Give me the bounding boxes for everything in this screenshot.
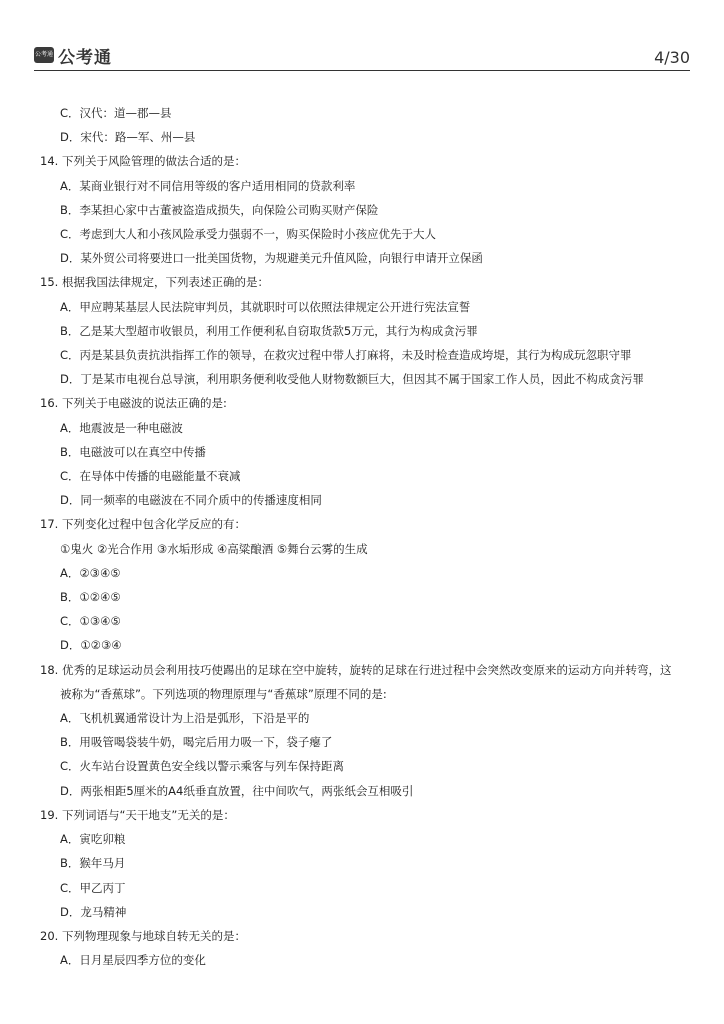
option-line: B．①②④⑤ (60, 590, 121, 605)
page-number: 4/30 (654, 48, 690, 67)
option-line: B．猴年马月 (60, 856, 126, 871)
option-line: ①鬼火 ②光合作用 ③水垢形成 ④高粱酿酒 ⑤舞台云雾的生成 (60, 541, 368, 556)
option-line: A．日月星辰四季方位的变化 (60, 953, 206, 968)
option-line: A．甲应聘某基层人民法院审判员，其就职时可以依照法律规定公开进行宪法宣誓 (60, 299, 471, 314)
logo-text: 公考通 (58, 47, 112, 68)
option-line: C．丙是某县负责抗洪指挥工作的领导，在救灾过程中带人打麻将，未及时检查造成垮堤，其行为构成玩忽职守罪 (60, 348, 632, 363)
option-line: C．考虑到大人和小孩风险承受力强弱不一，购买保险时小孩应优先于大人 (60, 227, 437, 242)
option-line: A．②③④⑤ (60, 565, 121, 580)
option-line: A．飞机机翼通常设计为上沿是弧形，下沿是平的 (60, 711, 310, 726)
option-line: 被称为“香蕉球”。下列选项的物理原理与“香蕉球”原理不同的是: (60, 686, 387, 701)
question-line: 19. 下列词语与“天干地支”无关的是： (40, 807, 235, 822)
option-line: A．寅吃卯粮 (60, 832, 126, 847)
question-line: 16. 下列关于电磁波的说法正确的是: (40, 396, 227, 411)
option-line: D．①②③④ (60, 638, 122, 653)
document-body (40, 101, 690, 972)
question-line: 17. 下列变化过程中包含化学反应的有： (40, 517, 246, 532)
option-line: D．同一频率的电磁波在不同介质中的传播速度相同 (60, 493, 322, 508)
option-line: B．乙是某大型超市收银员，利用工作便利私自窃取货款5万元，其行为构成贪污罪 (60, 323, 478, 338)
option-line: C．在导体中传播的电磁能量不衰减 (60, 469, 241, 484)
option-line: D．丁是某市电视台总导演，利用职务便利收受他人财物数额巨大，但因其不属于国家工作人员，因此不构成贪污罪 (60, 372, 644, 387)
question-line: 14. 下列关于风险管理的做法合适的是： (40, 154, 246, 169)
option-line: D．某外贸公司将要进口一批美国货物，为规避美元升值风险，向银行申请开立保函 (60, 251, 483, 266)
option-line: B．用吸管喝袋装牛奶，喝完后用力吸一下，袋子瘪了 (60, 735, 333, 750)
option-line: A．某商业银行对不同信用等级的客户适用相同的贷款利率 (60, 178, 356, 193)
option-line: C．火车站台设置黄色安全线以警示乘客与列车保持距离 (60, 759, 345, 774)
option-line: C．①③④⑤ (60, 614, 121, 629)
option-line: D．两张相距5厘米的A4纸垂直放置，往中间吹气，两张纸会互相吸引 (60, 783, 414, 798)
logo-badge-icon: 公考通 (34, 47, 54, 63)
option-line: C．甲乙丙丁 (60, 880, 126, 895)
option-line: B．电磁波可以在真空中传播 (60, 444, 206, 459)
page-header (34, 42, 690, 71)
question-line: 15. 根据我国法律规定，下列表述正确的是： (40, 275, 269, 290)
logo (34, 44, 112, 66)
option-line: A．地震波是一种电磁波 (60, 420, 183, 435)
option-line: D．龙马精神 (60, 904, 127, 919)
question-line: 18. 优秀的足球运动员会利用技巧使踢出的足球在空中旋转，旋转的足球在行进过程中会突然改变原来的运动方向并转弯，这 (40, 662, 672, 677)
option-line: D．宋代：路—军、州—县 (60, 130, 196, 145)
option-line: B．李某担心家中古董被盗造成损失，向保险公司购买财产保险 (60, 202, 379, 217)
question-line: 20. 下列物理现象与地球自转无关的是： (40, 928, 246, 943)
option-line: C．汉代：道—郡—县 (60, 106, 172, 120)
